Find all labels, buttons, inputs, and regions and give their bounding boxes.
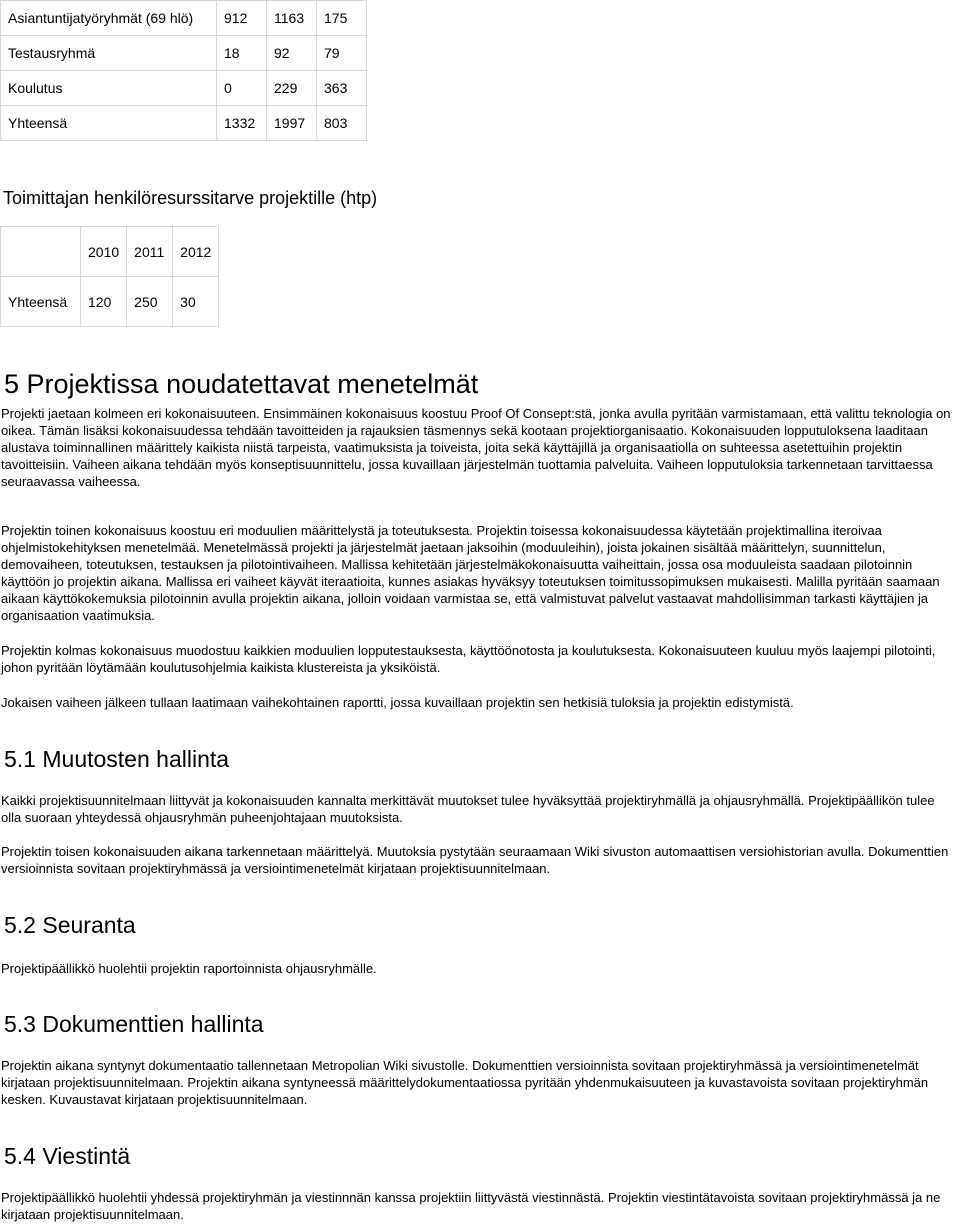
table-header-row (1, 227, 219, 277)
paragraph: Projektin toisen kokonaisuuden aikana tarkennetaan määrittelyä. Muutoksia pystytään seuraamaan Wiki sivuston automaattisen versiohistorian avulla. Dokumenttien versioinnista sovitaan projektiryhmässä ja versiointimenetelmät kirjataan projektisuunnitelmaan. (1, 844, 949, 876)
table-cell: 229 (267, 71, 317, 106)
vendor-resources-table (0, 226, 219, 327)
table-cell: 912 (217, 1, 267, 36)
table-cell: 803 (317, 106, 367, 141)
table-row (1, 36, 367, 71)
table-cell: 250 (127, 277, 173, 327)
paragraph: Projektipäällikkö huolehtii projektin raportoinnista ohjausryhmälle. (1, 961, 377, 976)
table-cell: 1163 (267, 1, 317, 36)
paragraph: Projektin kolmas kokonaisuus muodostuu kaikkien moduulien lopputestauksesta, käyttöönotosta ja koulutuksesta. Kokonaisuuteen kuuluu myös laajempi pilotointi, johon pyritään löytämään koulutusohjelmia kaikista klustereista ja yksiköistä. (1, 643, 936, 675)
table-row (1, 71, 367, 106)
table-header-cell (1, 227, 81, 277)
table-cell: 1332 (217, 106, 267, 141)
table-cell: 92 (267, 36, 317, 71)
table-cell: 1997 (267, 106, 317, 141)
table-cell: Yhteensä (1, 277, 81, 327)
table-cell: 363 (317, 71, 367, 106)
table-cell: 18 (217, 36, 267, 71)
paragraph: Projektipäällikkö huolehtii yhdessä projektiryhmän ja viestinnnän kanssa projektiin liittyvästä viestinnästä. Projektin viestintätavoista sovitaan projektiryhmässä ja ne kirjataan projektisuunnitelmaan. (1, 1190, 941, 1222)
table-cell: Testausryhmä (1, 36, 217, 71)
table-cell: 175 (317, 1, 367, 36)
table-cell: Koulutus (1, 71, 217, 106)
table-header-cell: 2011 (127, 227, 173, 277)
table-cell: Asiantuntijatyöryhmät (69 hlö) (1, 1, 217, 36)
paragraph: Jokaisen vaiheen jälkeen tullaan laatimaan vaihekohtainen raportti, jossa kuvaillaan projektin sen hetkisiä tuloksia ja projektin edistymistä. (1, 695, 794, 710)
table-title: Toimittajan henkilöresurssitarve projektille (htp) (3, 188, 378, 208)
table-row (1, 1, 367, 36)
table-header-cell: 2010 (81, 227, 127, 277)
paragraph: Projekti jaetaan kolmeen eri kokonaisuuteen. Ensimmäinen kokonaisuus koostuu Proof Of Consept:stä, jonka avulla pyritään varmistamaan, että valittu teknologia on oikea. Tämän lisäksi kokonaisuudessa tehdään tavoitteiden ja rajauksien täsmennys sekä kootaan projektiorganisaatio. Kokonaisuuden lopputuloksena laaditaan alustava toiminnallinen määrittely kaikista niistä tarpeista, vaatimuksista ja toiveista, joita sekä käyttäjillä ja organisaatiolla on suhteessa asetettuihin projektin tavoitteisiin. Vaiheen aikana tehdään myös konseptisuunnittelu, jossa kuvaillaan järjestelmän tuottamia palveluita. Vaiheen lopputuloksia tarkennetaan tarvittaessa seuraavassa vaiheessa. (1, 406, 951, 489)
subsection-heading: 5.3 Dokumenttien hallinta (4, 1011, 264, 1037)
paragraph: Projektin aikana syntynyt dokumentaatio tallennetaan Metropolian Wiki sivustolle. Dokumenttien versioinnista sovitaan projektiryhmässä ja versiointimenetelmät kirjataan projektisuunnitelmaan. Projektin aikana syntyneessä määrittelydokumentaatiossa pyritään yhdenmukaisuuteen ja kuvastavoista sovitaan projektiryhmän kesken. Kuvaustavat kirjataan projektisuunnitelmaan. (1, 1058, 929, 1107)
subsection-heading: 5.4 Viestintä (4, 1143, 131, 1169)
table-cell: 30 (173, 277, 219, 327)
table-header-cell: 2012 (173, 227, 219, 277)
table-row (1, 277, 219, 327)
subsection-heading: 5.2 Seuranta (4, 912, 136, 938)
subsection-heading: 5.1 Muutosten hallinta (4, 746, 230, 772)
paragraph: Projektin toinen kokonaisuus koostuu eri moduulien määrittelystä ja toteutuksesta. Projektin toisessa kokonaisuudessa käytetään projektimallina iteroivaa ohjelmistokehityksen menetelmää. Menetelmässä projekti ja järjestelmät jaetaan jaksoihin (moduuleihin), joista jokainen sisältää määrittelyn, suunnittelun, demovaiheen, toteutuksen, testauksen ja pilotointivaiheen. Mallissa kehitetään järjestelmäkokonaisuutta vaiheittain, jossa osa moduuleista saadaan pilotoinnin käyttöön jo projektin aikana. Mallissa eri vaiheet käyvät iteraatioita, kunnes asiakas hyväksyy toteutuksen toimitussopimuksen mukaisesti. Malilla pyritään saamaan aikaan käyttökokemuksia pilotoinnin avulla projektin aikana, jolloin voidaan varmistaa se, että valmistuvat palvelut vastaavat mahdollisimman tarkasti käyttäjien ja organisaation vaatimuksia. (1, 523, 940, 623)
table-cell: 0 (217, 71, 267, 106)
paragraph: Kaikki projektisuunnitelmaan liittyvät ja kokonaisuuden kannalta merkittävät muutokset tulee hyväksyttää projektiryhmällä ja ohjausryhmällä. Projektipäällikön tulee olla suoraan yhteydessä ohjausryhmän puheenjohtajaan muutoksista. (1, 793, 935, 825)
table-cell: Yhteensä (1, 106, 217, 141)
staff-hours-table (0, 0, 367, 141)
table-cell: 120 (81, 277, 127, 327)
section-heading: 5 Projektissa noudatettavat menetelmät (4, 369, 479, 399)
table-row (1, 106, 367, 141)
table-cell: 79 (317, 36, 367, 71)
